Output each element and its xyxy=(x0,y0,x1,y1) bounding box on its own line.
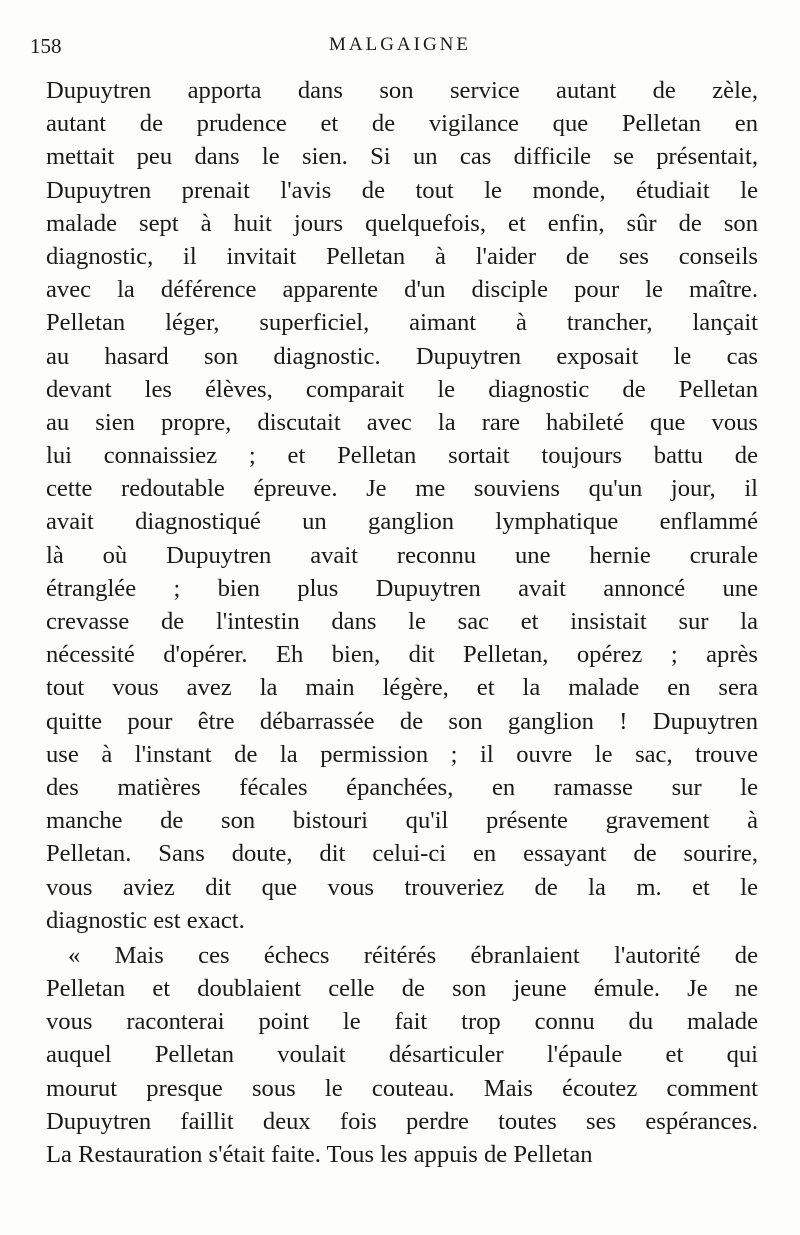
text-line: des matières fécales épanchées, en ramasse sur le xyxy=(46,773,758,801)
text-line: mettait peu dans le sien. Si un cas difficile se présentait, xyxy=(46,143,758,171)
text-line: diagnostic est exact. xyxy=(46,906,245,934)
text-line: lui connaissiez ; et Pelletan sortait toujours battu de xyxy=(46,442,758,470)
running-title: MALGAIGNE xyxy=(328,34,472,55)
text-line: au sien propre, discutait avec la rare habileté que vous xyxy=(46,408,758,436)
text-line: Pelletan. Sans doute, dit celui-ci en essayant de sourire, xyxy=(46,840,758,868)
text-line: La Restauration s'était faite. Tous les appuis de Pelletan xyxy=(46,1141,593,1168)
text-line: auquel Pelletan voulait désarticuler l'épaule et qui xyxy=(46,1041,758,1069)
text-line: nécessité d'opérer. Eh bien, dit Pelletan, opérez ; après xyxy=(46,641,758,669)
text-line: vous aviez dit que vous trouveriez de la m. et le xyxy=(46,873,758,901)
text-line: là où Dupuytren avait reconnu une hernie crurale xyxy=(46,541,758,569)
text-line: Pelletan léger, superficiel, aimant à trancher, lançait xyxy=(46,309,758,337)
text-line: autant de prudence et de vigilance que Pelletan en xyxy=(46,110,758,138)
running-head xyxy=(30,34,770,62)
text-line: Pelletan et doublaient celle de son jeune émule. Je ne xyxy=(46,975,758,1003)
body-text xyxy=(46,74,758,1171)
text-line: crevasse de l'intestin dans le sac et insistait sur la xyxy=(46,608,758,635)
paragraph xyxy=(46,74,758,937)
text-line: Dupuytren apporta dans son service autant de zèle, xyxy=(46,77,758,104)
page-number: 158 xyxy=(30,34,62,58)
text-line: Dupuytren prenait l'avis de tout le monde, étudiait le xyxy=(46,176,758,204)
paragraph xyxy=(46,939,758,1171)
text-line: tout vous avez la main légère, et la malade en sera xyxy=(46,674,758,702)
text-line: mourut presque sous le couteau. Mais écoutez comment xyxy=(46,1074,758,1102)
text-line: étranglée ; bien plus Dupuytren avait annoncé une xyxy=(46,574,758,602)
text-line: avait diagnostiqué un ganglion lymphatique enflammé xyxy=(46,508,758,536)
text-line: Dupuytren faillit deux fois perdre toutes ses espérances. xyxy=(46,1107,758,1135)
text-line: manche de son bistouri qu'il présente gravement à xyxy=(46,807,758,835)
text-line: diagnostic, il invitait Pelletan à l'aider de ses conseils xyxy=(46,242,758,270)
text-line: vous raconterai point le fait trop connu du malade xyxy=(46,1008,758,1036)
text-line: avec la déférence apparente d'un disciple pour le maître. xyxy=(46,276,758,304)
text-line: cette redoutable épreuve. Je me souviens qu'un jour, il xyxy=(46,475,758,503)
text-line: devant les élèves, comparait le diagnostic de Pelletan xyxy=(46,375,758,403)
text-line: « Mais ces échecs réitérés ébranlaient l'autorité de xyxy=(68,941,758,969)
text-line: quitte pour être débarrassée de son ganglion ! Dupuytren xyxy=(46,707,758,735)
text-line: use à l'instant de la permission ; il ouvre le sac, trouve xyxy=(46,740,758,768)
text-line: malade sept à huit jours quelquefois, et enfin, sûr de son xyxy=(46,209,758,237)
text-line: au hasard son diagnostic. Dupuytren exposait le cas xyxy=(46,342,758,370)
